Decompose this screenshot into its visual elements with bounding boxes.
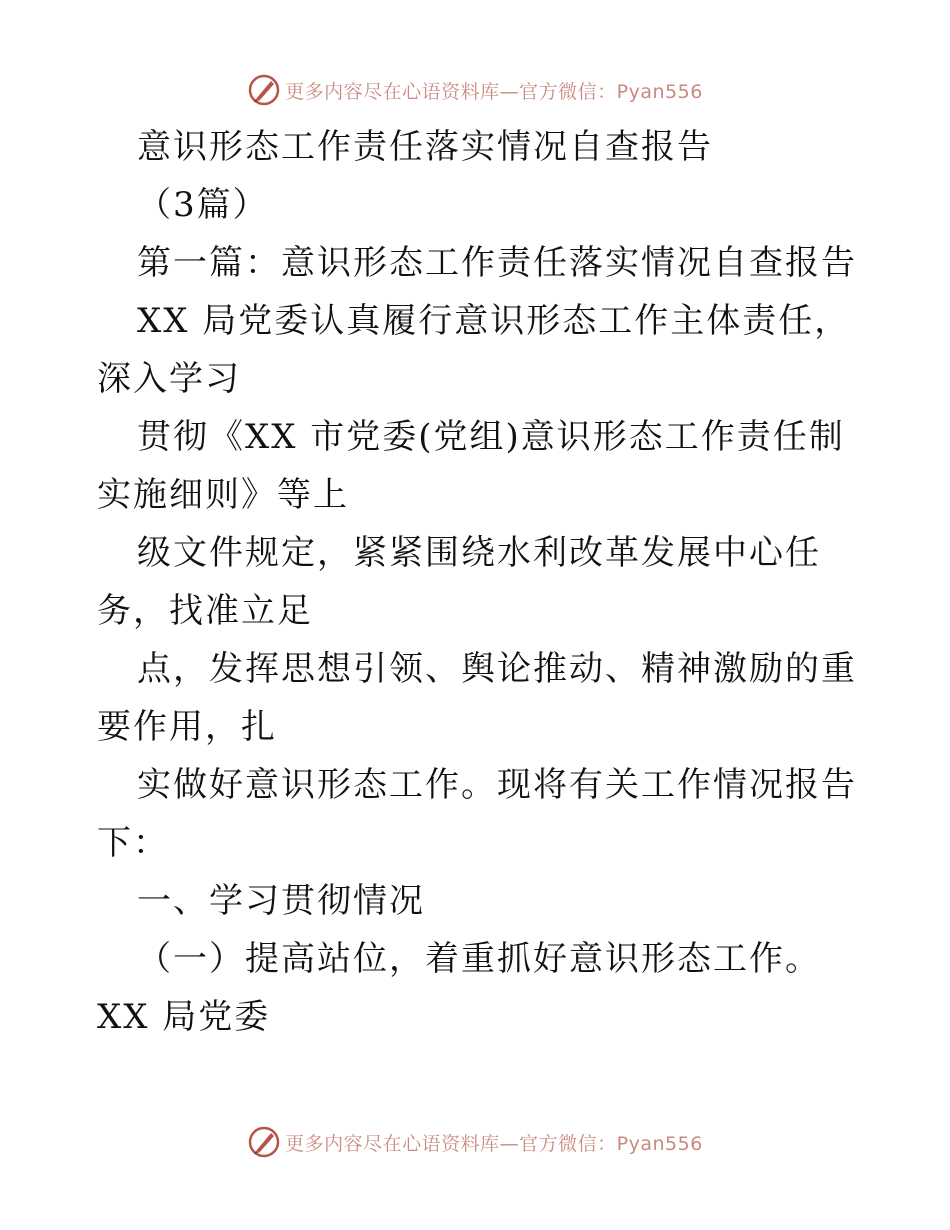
body-paragraph: 贯彻《XX 市党委(党组)意识形态工作责任制实施细则》等上 [97, 417, 845, 515]
footer-watermark [0, 1122, 950, 1162]
header-watermark [0, 70, 950, 110]
body-paragraph: 点，发挥思想引领、舆论推动、精神激励的重要作用，扎 [97, 649, 857, 747]
document-subtitle: （3篇） [137, 185, 269, 225]
quill-pen-logo-icon [247, 73, 281, 107]
body-paragraph: （一）提高站位，着重抓好意识形态工作。XX 局党委 [97, 939, 821, 1037]
document-title: 意识形态工作责任落实情况自查报告 [137, 127, 713, 167]
watermark-text: 更多内容尽在心语资料库—官方微信：Pyan556 [285, 80, 703, 103]
subsection-heading: 一、学习贯彻情况 [137, 881, 425, 921]
body-paragraph: 实做好意识形态工作。现将有关工作情况报告下： [97, 765, 857, 863]
quill-pen-logo-icon [247, 1125, 281, 1159]
watermark-text: 更多内容尽在心语资料库—官方微信：Pyan556 [285, 1132, 703, 1155]
body-paragraph: 级文件规定，紧紧围绕水利改革发展中心任务，找准立足 [97, 533, 821, 631]
body-paragraph: XX 局党委认真履行意识形态工作主体责任，深入学习 [97, 301, 851, 399]
section-heading: 第一篇：意识形态工作责任落实情况自查报告 [137, 243, 857, 283]
document-body [97, 118, 857, 1046]
